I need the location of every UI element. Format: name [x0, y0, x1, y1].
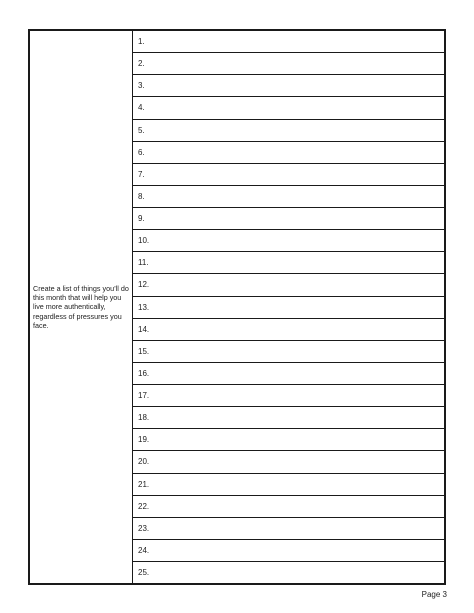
answer-line[interactable] — [133, 208, 444, 230]
answer-line[interactable] — [133, 252, 444, 274]
answer-line[interactable] — [133, 518, 444, 540]
line-number: 5. — [138, 125, 145, 135]
line-number: 9. — [138, 214, 145, 224]
answer-line[interactable] — [133, 385, 444, 407]
line-number: 21. — [138, 479, 150, 489]
answer-line[interactable] — [133, 142, 444, 164]
line-number: 1. — [138, 37, 145, 47]
worksheet-table — [28, 29, 446, 585]
line-number: 3. — [138, 81, 145, 91]
answer-line[interactable] — [133, 496, 444, 518]
line-number: 19. — [138, 435, 150, 445]
line-number: 15. — [138, 346, 150, 356]
line-number: 16. — [138, 368, 150, 378]
line-number: 2. — [138, 59, 145, 69]
line-number: 24. — [138, 545, 150, 555]
line-number: 14. — [138, 324, 150, 334]
line-number: 6. — [138, 147, 145, 157]
answer-line[interactable] — [133, 120, 444, 142]
answer-line[interactable] — [133, 451, 444, 473]
answer-line[interactable] — [133, 75, 444, 97]
line-number: 13. — [138, 302, 150, 312]
prompt-cell — [30, 31, 133, 583]
answer-line[interactable] — [133, 230, 444, 252]
answer-line[interactable] — [133, 164, 444, 186]
answer-line[interactable] — [133, 474, 444, 496]
answer-line[interactable] — [133, 341, 444, 363]
line-number: 25. — [138, 568, 150, 578]
answer-line[interactable] — [133, 407, 444, 429]
answer-line[interactable] — [133, 363, 444, 385]
prompt-text: Create a list of things you’ll do this month that will help you live more authentically, regardless of pressures you face. — [33, 283, 129, 330]
answer-line[interactable] — [133, 562, 444, 583]
answer-line[interactable] — [133, 97, 444, 119]
line-number: 11. — [138, 258, 149, 268]
answer-line[interactable] — [133, 274, 444, 296]
answer-line[interactable] — [133, 297, 444, 319]
line-number: 8. — [138, 191, 145, 201]
answer-line[interactable] — [133, 31, 444, 53]
answer-line[interactable] — [133, 319, 444, 341]
page-number: Page 3 — [421, 590, 447, 599]
answer-line[interactable] — [133, 53, 444, 75]
line-number: 18. — [138, 413, 150, 423]
answer-line[interactable] — [133, 540, 444, 562]
line-number: 20. — [138, 457, 150, 467]
line-number: 7. — [138, 169, 145, 179]
answer-line[interactable] — [133, 429, 444, 451]
answer-line[interactable] — [133, 186, 444, 208]
line-number: 23. — [138, 523, 150, 533]
line-number: 17. — [138, 391, 150, 401]
line-number: 4. — [138, 103, 145, 113]
answer-lines — [133, 31, 444, 583]
line-number: 10. — [138, 236, 150, 246]
line-number: 12. — [138, 280, 150, 290]
line-number: 22. — [138, 501, 150, 511]
